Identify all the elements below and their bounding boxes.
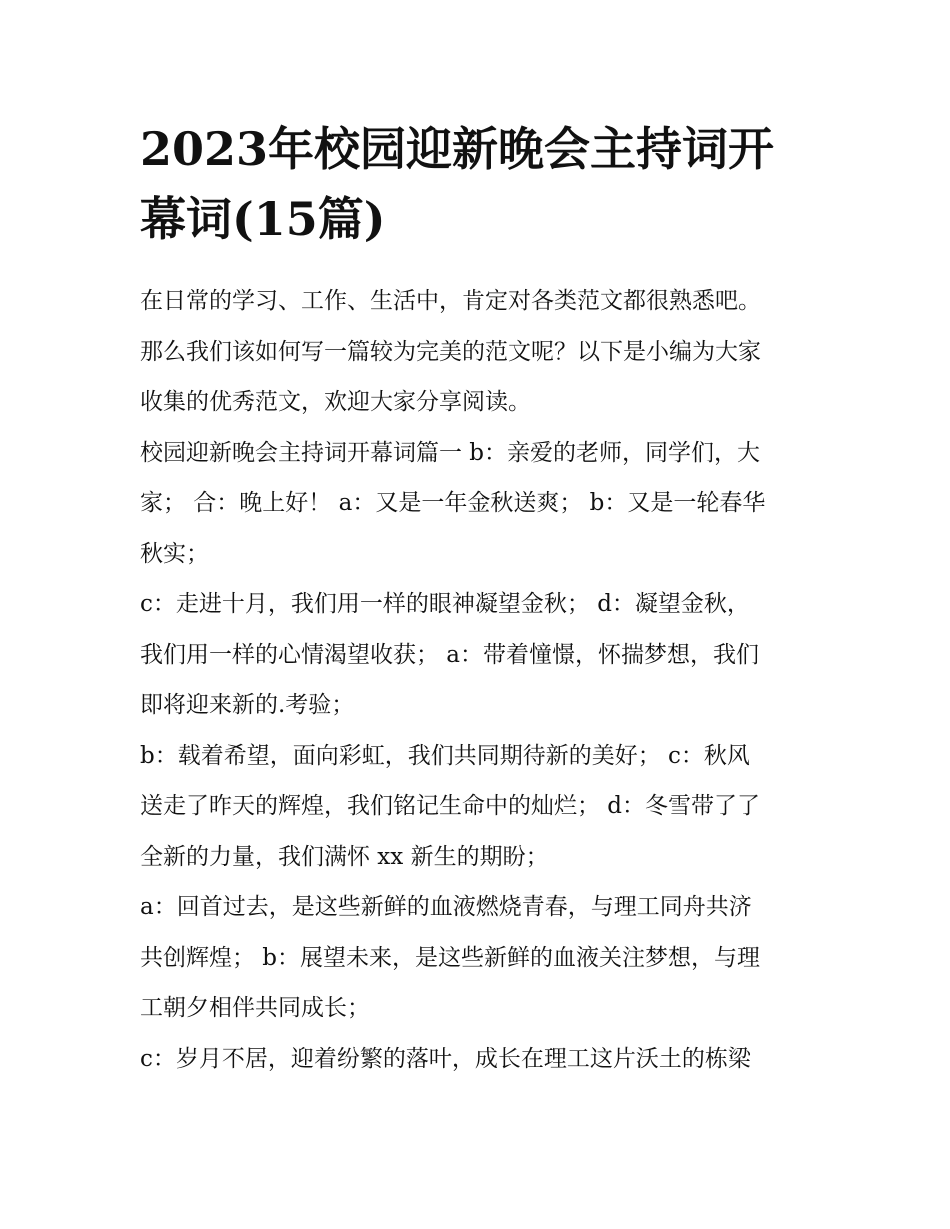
body-line: 我们用一样的心情渴望收获； a：带着憧憬，怀揣梦想，我们 bbox=[140, 641, 760, 668]
body-line: 收集的优秀范文，欢迎大家分享阅读。 bbox=[140, 389, 531, 415]
body-line: 校园迎新晚会主持词开幕词篇一 b：亲爱的老师，同学们，大 bbox=[140, 439, 761, 466]
body-line: 在日常的学习、工作、生活中，肯定对各类范文都很熟悉吧。 bbox=[140, 288, 761, 314]
body-line: 共创辉煌； b：展望未来，是这些新鲜的血液关注梦想，与理 bbox=[140, 944, 761, 971]
body-line: 家； 合：晚上好！ a：又是一年金秋送爽； b：又是一轮春华 bbox=[140, 490, 766, 516]
title-line-2: 幕词(15篇) bbox=[140, 192, 386, 246]
body-line: c：岁月不居，迎着纷繁的落叶，成长在理工这片沃土的栋梁 bbox=[140, 1045, 751, 1072]
body-line: 秋实； bbox=[140, 540, 209, 567]
body-line: c：走进十月，我们用一样的眼神凝望金秋； d：凝望金秋， bbox=[140, 591, 750, 617]
body-line: 全新的力量，我们满怀 xx 新生的期盼； bbox=[140, 843, 549, 870]
body-line: 即将迎来新的.考验； bbox=[140, 692, 355, 718]
title-line-1: 2023年校园迎新晚会主持词开 bbox=[140, 122, 775, 176]
body-line: 那么我们该如何写一篇较为完美的范文呢？以下是小编为大家 bbox=[140, 338, 761, 365]
body-line: 送走了昨天的辉煌，我们铭记生命中的灿烂； d：冬雪带了了 bbox=[140, 793, 761, 819]
body-line: 工朝夕相伴共同成长； bbox=[140, 995, 370, 1021]
body-line: b：载着希望，面向彩虹，我们共同期待新的美好； c：秋风 bbox=[140, 742, 750, 769]
document-title bbox=[140, 114, 840, 254]
document-body bbox=[140, 276, 812, 1084]
body-line: a：回首过去，是这些新鲜的血液燃烧青春，与理工同舟共济 bbox=[140, 894, 752, 920]
